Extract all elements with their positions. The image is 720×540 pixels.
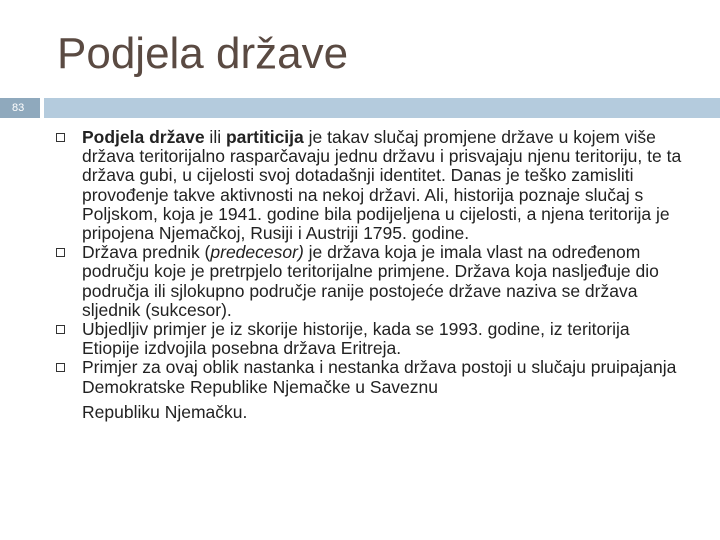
list-item [56,243,684,320]
square-bullet-icon [56,133,65,142]
slide-title: Podjela države [57,29,349,78]
square-bullet-icon [56,363,65,372]
item-text [82,127,681,243]
text-run: je takav slučaj promjene države u kojem više država teritorijalno rasparčavaju jednu državu i prisvajaju njenu teritoriju, te ta država gubi, u cijelosti svoj dotadašnji identitet. Danas je teško zamisliti provođenje takve aktivnosti na nekoj državi. Ali, historija poznaje slučaj s Poljskom, koja je 1941. godine bila podijeljena u cijelosti, a njena teritorija je pripojena Njemačkoj, Rusiji i Austriji 1795. godine. [82,127,682,244]
text-run: ili [204,127,226,147]
list-item [56,320,684,358]
bold-term: partiticija [225,127,304,147]
list-item [56,128,684,243]
bullet-list [56,128,684,427]
item-text-tail: Republiku Njemačku. [82,401,248,422]
square-bullet-icon [56,248,65,257]
square-bullet-icon [56,325,65,334]
slide-number: 83 [0,98,40,118]
header-band [0,98,720,118]
item-text: Ubjedljiv primjer je iz skorije historije, kada se 1993. godine, iz teritorija Etiopije izdvojila posebna država Eritreja. [82,319,630,359]
header-bar [44,98,720,118]
list-item [56,358,684,426]
bold-term: Podjela države [82,127,205,147]
italic-term: predecesor) [210,242,304,263]
item-text: Primjer za ovaj oblik nastanka i nestanka država postoji u slučaju pruipajanja Demokratske Republike Njemačke u Saveznu [82,357,677,397]
text-run: Država prednik ( [82,242,211,263]
item-text [82,242,659,320]
text-run: je država koja je imala vlast na određenom području koje je pretrpjelo teritorijalne primjene. Država koja nasljeđuje dio područja ili sjlokupno područje ranije postojeće države naziva se država sljednik (sukcesor). [82,242,659,320]
